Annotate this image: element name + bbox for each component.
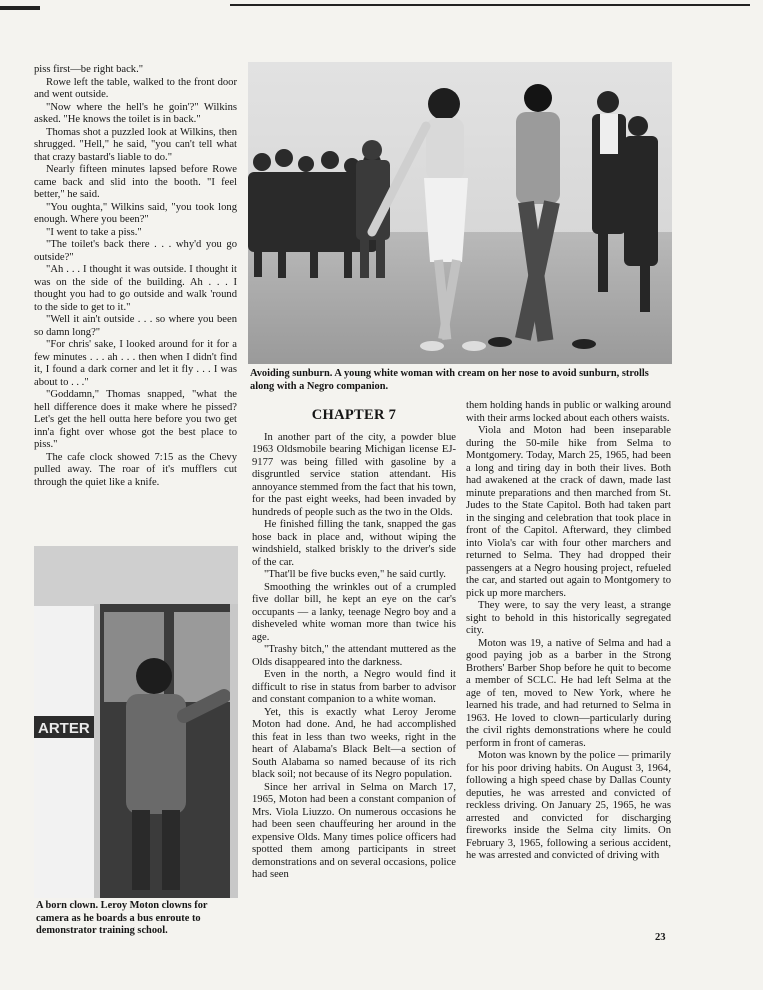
- col1-paragraph: "Now where the hell's he goin'?" Wilkins asked. "He knows the toilet is in back.": [34, 101, 237, 125]
- column-2: [252, 405, 456, 882]
- marchers-photo-graphic: [248, 62, 672, 364]
- col3-paragraph: They were, to say the very least, a strange sight to behold in this historically segregated city.: [466, 600, 671, 636]
- col1-paragraph: "Well it ain't outside . . . so where you been so damn long?": [34, 314, 237, 338]
- column-3: [466, 400, 671, 863]
- column-2-body: [252, 432, 456, 882]
- top-rule: [230, 4, 750, 6]
- col1-paragraph: "Ah . . . I thought it was outside. I thought it was on the side of the building. Ah . . . I thought you had to go outside and walk 'round to the side to get to it.": [34, 264, 237, 313]
- col1-paragraph: "The toilet's back there . . . why'd you go outside?": [34, 239, 237, 263]
- col2-paragraph: Since her arrival in Selma on March 17, 1965, Moton had been a constant companion of Mrs. Viola Liuzzo. On numerous occasions he had been seen chauffeuring her around in the expensive Olds. Many times police officers had spotted them among participants in street demonstrations and on several occasions, police had seen: [252, 781, 456, 880]
- col3-paragraph: Viola and Moton had been inseparable during the 50-mile hike from Selma to Montgomery. Today, March 25, 1965, had been a long and tiring day in both their lives. Both had awakened at the crack of dawn, made last minute preparations and then marched from St. Judes to the State Capitol. Both had taken part in the singing and celebration that took place in front of the Capitol. Afterward, they climbed into Viola's car with four other marchers and returned to Selma. They had dropped their passengers at a Negro housing project, refueled the car, and started out again to Montgomery to pick up more marchers.: [466, 425, 671, 599]
- page-number: 23: [655, 932, 666, 943]
- col2-paragraph: "That'll be five bucks even," he said curtly.: [264, 569, 446, 580]
- bus-photo-graphic: [34, 546, 238, 898]
- chapter-heading: CHAPTER 7: [311, 407, 397, 423]
- col3-paragraph: Moton was 19, a native of Selma and had a good paying job as a barber in the Strong Brothers' Barber Shop before he quit to become a member of SCLC. He had left Selma at the age of ten, moved to New York, where he learned his trade, and had returned to Selma in 1963. He loved to clown—particularly during the civil rights demonstrations where he could perform in front of cameras.: [466, 637, 671, 749]
- col3-paragraph: Moton was known by the police — primarily for his poor driving habits. On August 3, 1964, following a high speed chase by Dallas County deputies, he was arrested and convicted of reckless driving. On January 25, 1965, he was arrested and convicted for discharging fireworks inside the Selma city limits. On February 3, 1965, following a serious accident, he was arrested and convicted of driving with: [466, 750, 671, 861]
- page-corner-mark: [0, 6, 40, 10]
- col2-paragraph: "Trashy bitch," the attendant muttered as the Olds disappeared into the darkness.: [252, 644, 456, 668]
- col1-paragraph: Thomas shot a puzzled look at Wilkins, then shrugged. "Hell," he said, "you can't tell what that crazy bastard's liable to do.": [34, 126, 237, 163]
- bus-sign-text: ARTER: [38, 720, 90, 737]
- col1-paragraph: piss first—be right back.": [34, 64, 144, 75]
- col1-paragraph: Nearly fifteen minutes lapsed before Rowe came back and slid into the booth. "I feel better," he said.: [34, 164, 237, 200]
- bus-photo-caption: A born clown. Leroy Moton clowns for camera as he boards a bus enroute to demonstrator training school.: [36, 900, 208, 937]
- marchers-photo: [248, 62, 672, 364]
- col1-paragraph: "Goddamn," Thomas snapped, "what the hell difference does it make where he pissed? Let's get the hell outta here before you two get inn'a fight over whose got the best place to piss.": [34, 389, 237, 450]
- col1-paragraph: "You oughta," Wilkins said, "you took long enough. Where you been?": [34, 201, 237, 225]
- column-1: [34, 64, 237, 489]
- col2-paragraph: In another part of the city, a powder blue 1963 Oldsmobile bearing Michigan license EJ-9177 was being filled with gasoline by a disgruntled service station attendant. His annoyance stemmed from the fact that his town, for the past eight weeks, had been invaded by hundreds of people such as the two in the Olds.: [252, 431, 456, 518]
- col1-paragraph: "I went to take a piss.": [46, 226, 142, 238]
- col1-paragraph: "For chris' sake, I looked around for it for a few minutes . . . ah . . . then when I didn't find it, I found a dark corner and let it fly . . . I was about to . . .": [34, 339, 237, 388]
- marchers-photo-caption: Avoiding sunburn. A young white woman with cream on her nose to avoid sunburn, strolls along with a Negro companion.: [250, 368, 649, 392]
- bus-photo: [34, 546, 238, 898]
- col2-paragraph: Smoothing the wrinkles out of a crumpled five dollar bill, he kept an eye on the car's occupants — a lanky, teenage Negro boy and a disheveled white woman more than twice his age.: [252, 581, 456, 643]
- col2-paragraph: He finished filling the tank, snapped the gas hose back in place and, without wiping the windshield, stalked briskly to the driver's side of the car.: [252, 519, 456, 568]
- col1-paragraph: The cafe clock showed 7:15 as the Chevy pulled away. The roar of it's mufflers cut through the quiet like a knife.: [34, 451, 237, 488]
- col2-paragraph: Even in the north, a Negro would find it difficult to rise in status from barber to advisor and constant companion to a white woman.: [252, 669, 456, 705]
- col3-paragraph: them holding hands in public or walking around with their arms locked about each others waists.: [466, 400, 671, 424]
- col2-paragraph: Yet, this is exactly what Leroy Jerome Moton had done. And, he had accomplished this feat in less than two weeks, right in the heart of Alabama's Black Belt—a section of South Alabama so named because of its rich black soil; not because of its Negro population.: [252, 706, 456, 780]
- col1-paragraph: Rowe left the table, walked to the front door and went outside.: [34, 76, 237, 100]
